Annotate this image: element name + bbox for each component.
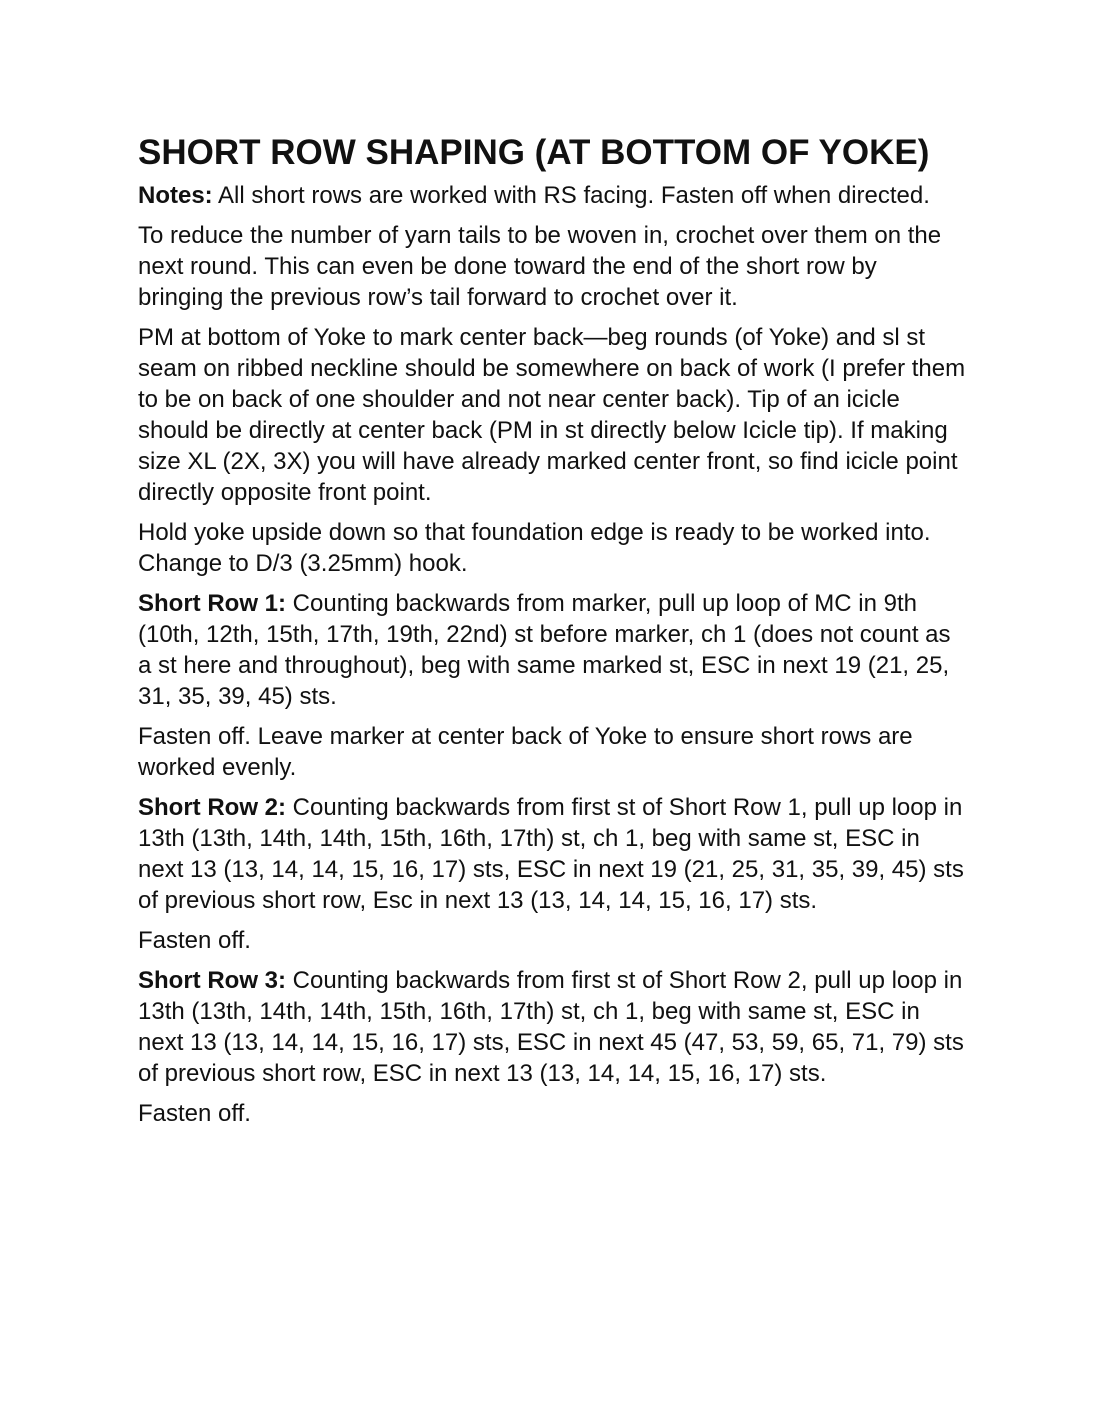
fasten-off-final-paragraph: Fasten off. — [138, 1100, 251, 1127]
document-page — [138, 130, 968, 1138]
short-row-2-paragraph — [138, 792, 968, 916]
short-row-3-text: Counting backwards from first st of Short Row 2, pull up loop in 13th (13th, 14th, 14th, 15th, 16th, 17th) st, ch 1, beg with same st, ESC in next 13 (13, 14, 14, 15, 16, 17) sts, ESC in next 45 (47, 53, 59, 65, 71, 79) sts of previous short row, ESC in next 13 (13, 14, 14, 15, 16, 17) sts. — [138, 967, 964, 1087]
short-row-1-paragraph — [138, 588, 968, 712]
hold-yoke-paragraph: Hold yoke upside down so that foundation edge is ready to be worked into. Change to D/3 (3.25mm) hook. — [138, 519, 931, 577]
marker-paragraph: PM at bottom of Yoke to mark center back—beg rounds (of Yoke) and sl st seam on ribbed neckline should be somewhere on back of work (I prefer them to be on back of one shoulder and not near center back). Tip of an icicle should be directly at center back (PM in st directly below Icicle tip). If making size XL (2X, 3X) you will have already marked center front, so find icicle point directly opposite front point. — [138, 324, 966, 506]
short-row-3-paragraph — [138, 965, 968, 1089]
fasten-off-marker-paragraph: Fasten off. Leave marker at center back of Yoke to ensure short rows are worked evenly. — [138, 723, 913, 781]
yarn-tails-paragraph: To reduce the number of yarn tails to be woven in, crochet over them on the next round. This can even be done toward the end of the short row by bringing the previous row’s tail forward to crochet over it. — [138, 222, 942, 311]
short-row-1-label: Short Row 1: — [138, 590, 286, 617]
short-row-1-text: Counting backwards from marker, pull up loop of MC in 9th (10th, 12th, 15th, 17th, 19th, 22nd) st before marker, ch 1 (does not count as a st here and throughout), beg with same marked st, ESC in next 19 (21, 25, 31, 35, 39, 45) sts. — [138, 590, 951, 710]
notes-label: Notes: — [138, 182, 213, 209]
short-row-2-label: Short Row 2: — [138, 794, 286, 821]
section-heading: SHORT ROW SHAPING (AT BOTTOM OF YOKE) — [138, 133, 930, 172]
fasten-off-paragraph: Fasten off. — [138, 927, 251, 954]
short-row-2-text: Counting backwards from first st of Short Row 1, pull up loop in 13th (13th, 14th, 14th, 15th, 16th, 17th) st, ch 1, beg with same st, ESC in next 13 (13, 14, 14, 15, 16, 17) sts, ESC in next 19 (21, 25, 31, 35, 39, 45) sts of previous short row, Esc in next 13 (13, 14, 14, 15, 16, 17) sts. — [138, 794, 964, 914]
notes-paragraph — [138, 180, 968, 211]
short-row-3-label: Short Row 3: — [138, 967, 286, 994]
notes-text: All short rows are worked with RS facing. Fasten off when directed. — [212, 182, 930, 209]
